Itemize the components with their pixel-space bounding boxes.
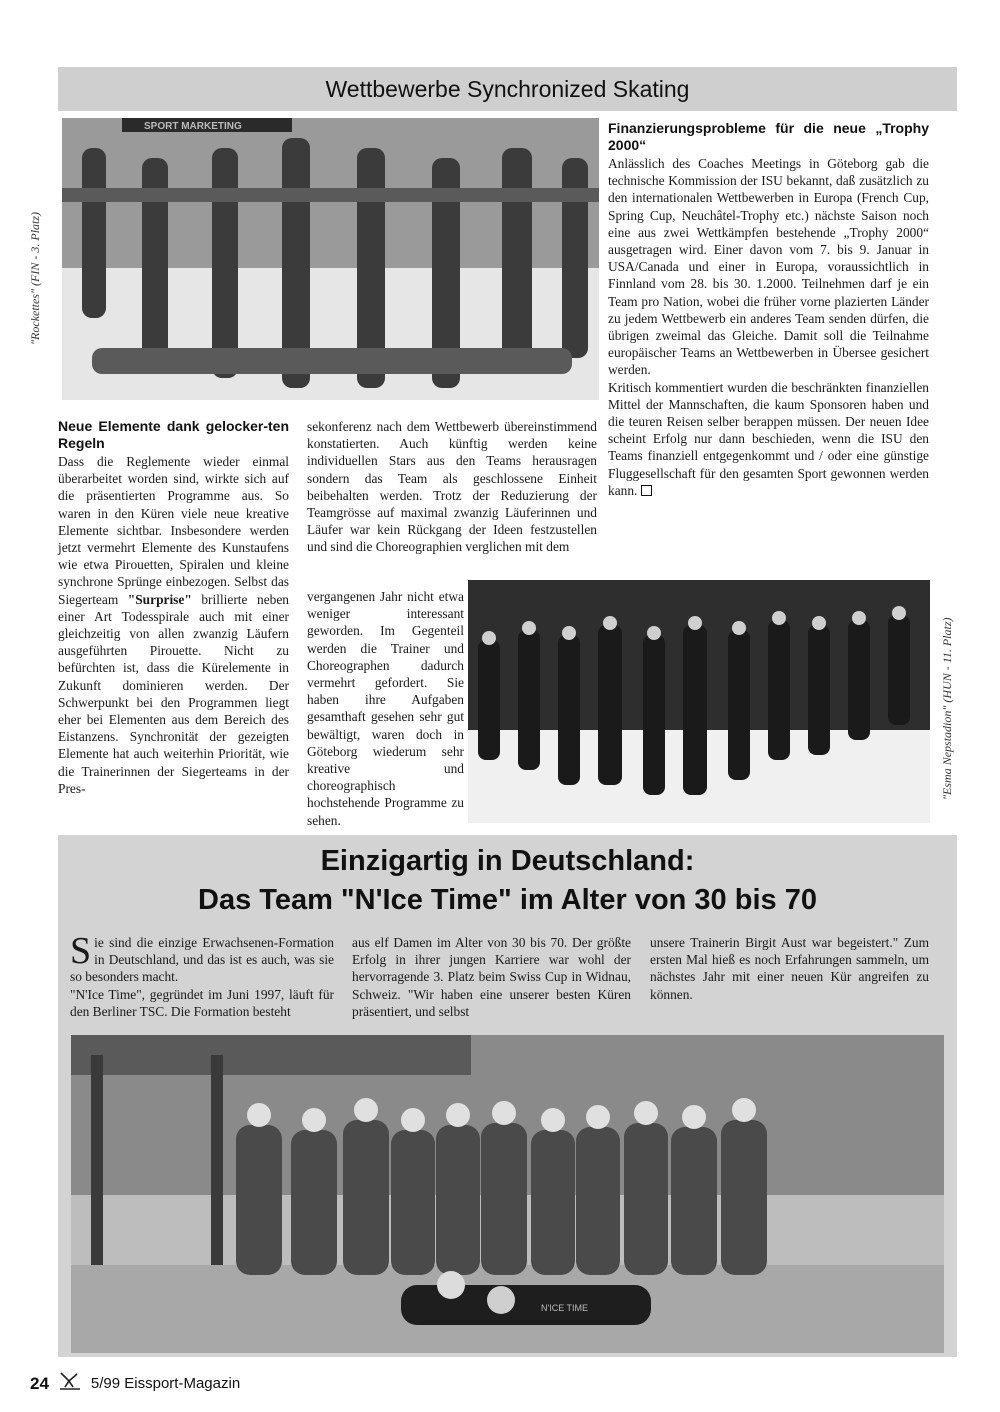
page-footer xyxy=(30,1370,240,1397)
feature-col1 xyxy=(70,930,334,1020)
skater-logo-icon xyxy=(57,1370,83,1397)
page-number: 24 xyxy=(30,1373,49,1393)
feature-col2-text: aus elf Damen im Alter von 30 bis 70. Der größte Erfolg in ihrer jungen Karriere war wohl der hervorragende 3. Platz beim Swiss Cup in Widnau, Schweiz. "Wir haben eine unserer besten Küren präsentiert, und selbst xyxy=(352,935,631,1019)
feature-col2 xyxy=(352,934,631,1020)
section-title: Wettbewerbe Synchronized Skating xyxy=(325,75,690,102)
photo2-caption: "Esma Nepstadion" (HUN - 11. Platz) xyxy=(940,617,954,800)
banner-text: SPORT MARKETING xyxy=(144,121,242,132)
magazine-name: 5/99 Eissport-Magazin xyxy=(90,1375,241,1392)
article2-heading: Finanzierungsprobleme für die neue „Trophy 2000“ xyxy=(608,120,929,153)
section-header xyxy=(58,67,957,111)
feature-col3 xyxy=(650,934,929,1003)
photo-rockettes xyxy=(62,118,599,400)
bag-text: N'ICE TIME xyxy=(541,1303,589,1313)
photo-nice-time-team xyxy=(71,1035,944,1353)
article1-col1-text2: brillierte neben einer Art Todesspirale auch mit einer gleichzeitig von allen zwanzig Läufern ausgeführten Pirouette. Nicht zu befürchten ist, dass die Kürelemente in Zukunft dominieren werden. Der Schwerpunkt bei den Programmen liegt eher bei Elementen aus dem Bereich des Eistanzens. Synchronität der gezeigten Elemente hat auch weiterhin Priorität, wie die Trainerinnen der Siegerteams in der Pres- xyxy=(58,591,289,796)
feature-title-line1: Einzigartig in Deutschland: xyxy=(320,845,695,877)
end-mark-icon xyxy=(641,485,652,496)
article1-col2-text: sekonferenz nach dem Wettbewerb übereinstimmend konstatierten. Auch künftig werden keine individuellen Stars aus den Teams herausragen sondern das Team als geschlossene Einheit beibehalten werden. Trotz der Reduzierung der Teamgrösse auf maximal zwanzig Läuferinnen und Läufer war kein Rückgang der Ideen festzustellen und sind die Choreographien verglichen mit dem xyxy=(307,419,597,555)
feature-col1-text: ie sind die einzige Erwachsenen-Formation in Deutschland, und das ist es auch, was sie so besonders macht. xyxy=(70,935,334,985)
feature-col1-text2: "N'Ice Time", gegründet im Juni 1997, läuft für den Berliner TSC. Die Formation besteht xyxy=(70,986,334,1019)
article2-text: Anlässlich des Coaches Meetings in Göteborg gab die technische Kommission der ISU bekannt, daß zusätzlich zu den internationalen Wettbewerben in Europa (French Cup, Spring Cup, Neuchâtel-Trophy etc.) nächste Saison noch eine aus zwei Wettkämpfen bestehende „Trophy 2000“ ausgetragen wird. Einer davon vom 7. bis 9. Januar in USA/Canada und einer in Europa, voraussichtlich in Finnland vom 28. bis 30. 1.2000. Teilnehmen darf je ein Team pro Nation, wobei die früher vorne plazierten Länder zu jedem Wettbewerb ein anderes Team senden dürfen, die übrigen zweimal das Gleiche. Damit soll die Teilnahme europäischer Teams an Wettbewerben in Übersee gesichert werden. xyxy=(608,156,929,378)
photo1-caption: "Rockettes" (FIN - 3. Platz) xyxy=(28,211,42,345)
article1-col1-bold: "Surprise" xyxy=(127,591,192,607)
feature-title-line2: Das Team "N'Ice Time" im Alter von 30 bis 70 xyxy=(198,884,817,916)
article1-col2-narrow-text: vergangenen Jahr nicht etwa weniger interessant geworden. Im Gegenteil werden die Trainer und Choreographen dadurch vermehrt gefordert. Sie haben ihre Aufgaben gesamthaft gesehen sehr gut bewältigt, waren doch in Göteborg wiederum sehr kreative und choreographisch hochstehende Programme zu sehen. xyxy=(307,589,464,828)
article1-col1 xyxy=(58,418,289,797)
feature-dropcap: S xyxy=(70,930,92,972)
article2-text2: Kritisch kommentiert wurden die beschränkten finanziellen Mittel der Mannschaften, die kaum Sponsoren haben und die teuren Reisen selber berappen müssen. Der neuen Idee scheint Erfolg nur dann beschieden, wenn die ISU den Teams finanziell entgegenkommt und / oder eine günstige Fluggesellschaft für den gesamten Sport gewonnen werden kann. xyxy=(608,379,929,498)
article1-col2 xyxy=(307,418,597,556)
feature-col3-text: unsere Trainerin Birgit Aust war begeistert." Zum ersten Mal hieß es noch Erfahrungen sammeln, um nächstes Jahr mit einer neuen Kür angreifen zu können. xyxy=(650,935,929,1002)
photo-esma-nepstadion xyxy=(468,580,930,823)
article1-col2-narrow xyxy=(307,588,464,829)
article2 xyxy=(608,120,929,499)
article1-col1-text: Dass die Reglemente wieder einmal überarbeitet worden sind, wirkte sich auf die präsentierten Programme aus. So waren in den Küren viele neue kreative Elemente sichtbar. Insbesondere werden jetzt vermehrt Elemente des Kunstaufens wie etwa Pirouetten, Spiralen und kleine synchrone Sprünge einbezogen. Selbst das Siegerteam xyxy=(58,454,289,607)
article1-heading: Neue Elemente dank gelocker-ten Regeln xyxy=(58,418,289,451)
